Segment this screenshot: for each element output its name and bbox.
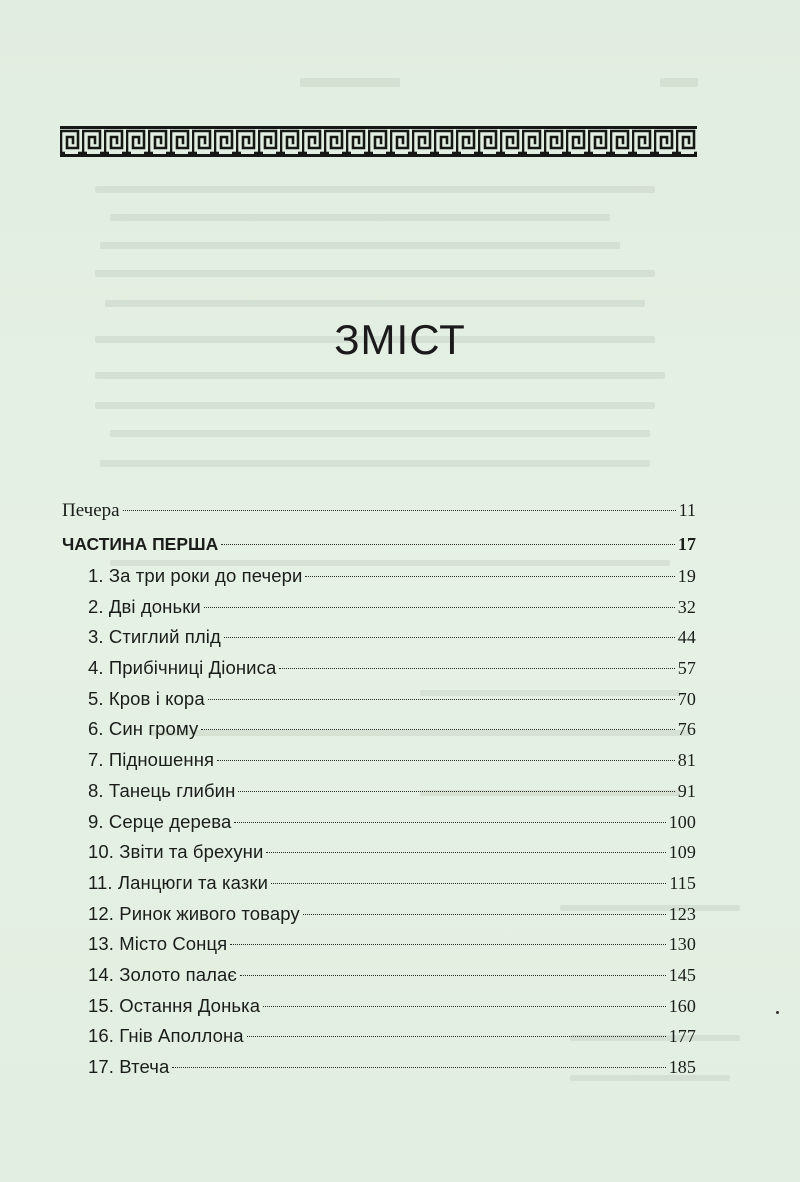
toc-entry-page-number: 123 — [668, 903, 696, 924]
toc-entry-title: 15. Остання Донька — [88, 994, 261, 1016]
toc-entry-title: 10. Звіти та брехуни — [88, 841, 264, 863]
toc-entry-page-number: 57 — [677, 658, 696, 679]
toc-entry-page-number: 19 — [677, 566, 696, 586]
dot-leader — [305, 576, 674, 577]
toc-entry-chapter — [62, 653, 696, 684]
toc-entry-page-number: 11 — [678, 500, 696, 520]
toc-entry-chapter — [62, 745, 696, 776]
dot-leader — [266, 852, 665, 853]
toc-entry-page-number: 91 — [677, 780, 696, 801]
toc-entry-chapter — [62, 776, 696, 807]
toc-entry-chapter — [62, 1052, 696, 1083]
toc-entry-page-number: 115 — [669, 872, 696, 893]
toc-entry-page-number: 109 — [668, 842, 696, 863]
toc-entry-title: 2. Дві доньки — [88, 595, 201, 617]
dot-leader — [238, 791, 674, 792]
toc-entry-page-number: 160 — [668, 995, 696, 1016]
toc-entry-chapter — [62, 899, 696, 930]
toc-entry-chapter — [62, 714, 696, 745]
dot-leader — [221, 544, 675, 545]
toc-entry-page-number: 32 — [677, 596, 696, 617]
toc-entry-title: 1. За три роки до печери — [88, 565, 303, 586]
toc-entry-page-number: 130 — [668, 934, 696, 955]
dot-leader — [201, 729, 674, 730]
contents-heading: ЗМІСТ — [334, 316, 466, 363]
toc-entry-title: 14. Золото палає — [88, 963, 237, 985]
toc-entry-title: 6. Син грому — [88, 718, 199, 740]
toc-entry-title: 7. Підношення — [88, 749, 215, 771]
dot-leader — [208, 699, 675, 700]
toc-entry-chapter — [62, 684, 696, 715]
dot-leader — [230, 944, 665, 945]
dot-leader — [303, 914, 666, 915]
toc-entry-chapter — [62, 991, 696, 1022]
toc-entry-chapter — [62, 807, 696, 838]
dot-leader — [263, 1006, 666, 1007]
toc-entry-prologue — [62, 492, 696, 528]
dot-leader — [217, 760, 675, 761]
toc-entry-title: 16. Гнів Аполлона — [88, 1025, 244, 1047]
toc-entry-page-number: 145 — [668, 964, 696, 985]
dot-leader — [240, 975, 666, 976]
toc-entry-title: 13. Місто Сонця — [88, 933, 228, 955]
paper-speck — [776, 1011, 779, 1014]
toc-entry-page-number: 81 — [677, 750, 696, 771]
toc-entry-chapter — [62, 837, 696, 868]
toc-entry-title: Печера — [62, 500, 120, 521]
toc-entry-page-number: 17 — [678, 534, 696, 554]
toc-entry-chapter — [62, 592, 696, 623]
dot-leader — [123, 510, 676, 511]
toc-entry-chapter — [62, 960, 696, 991]
dot-leader — [279, 668, 674, 669]
toc-entry-page-number: 44 — [677, 627, 696, 648]
toc-entry-title: 3. Стиглий плід — [88, 626, 221, 648]
dot-leader — [234, 822, 665, 823]
toc-entry-title: 12. Ринок живого товару — [88, 902, 300, 924]
dot-leader — [204, 607, 675, 608]
toc-entry-part — [62, 528, 696, 561]
toc-entry-title: 9. Серце дерева — [88, 810, 232, 832]
toc-entry-chapter — [62, 929, 696, 960]
dot-leader — [247, 1036, 666, 1037]
toc-entry-title: 5. Кров і кора — [88, 687, 205, 709]
toc-entry-chapter — [62, 561, 696, 592]
toc-entry-page-number: 76 — [677, 719, 696, 740]
toc-entry-title: 11. Ланцюги та казки — [88, 871, 269, 893]
table-of-contents — [62, 492, 696, 1083]
toc-entry-page-number: 185 — [668, 1057, 696, 1077]
toc-entry-page-number: 70 — [677, 688, 696, 709]
toc-entry-title: 17. Втеча — [88, 1056, 170, 1077]
toc-entry-title: 4. Прибічниці Діониса — [88, 657, 277, 679]
dot-leader — [224, 637, 675, 638]
toc-entry-chapter — [62, 622, 696, 653]
dot-leader — [172, 1067, 665, 1068]
toc-entry-title: 8. Танець глибин — [88, 779, 236, 801]
dot-leader — [271, 883, 666, 884]
toc-entry-title: ЧАСТИНА ПЕРША — [62, 534, 219, 554]
toc-entry-chapter — [62, 868, 696, 899]
toc-entry-chapter — [62, 1021, 696, 1052]
toc-entry-page-number: 177 — [668, 1026, 696, 1047]
toc-entry-page-number: 100 — [668, 811, 696, 832]
greek-key-ornament — [60, 126, 697, 157]
